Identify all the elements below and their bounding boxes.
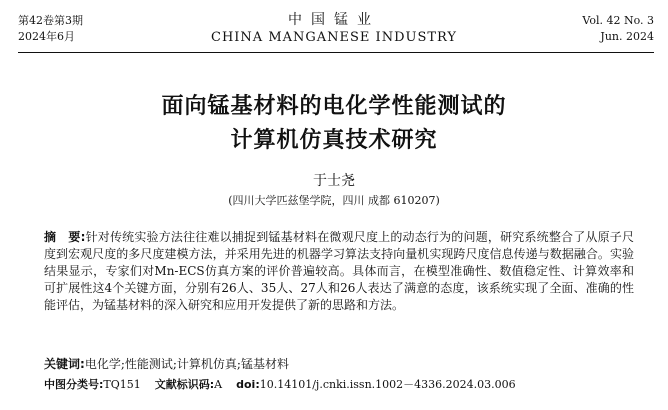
clc-label: 中图分类号: <box>44 378 104 391</box>
volume-issue: 第42卷第3期 <box>18 14 83 27</box>
author-name: 于士尧 <box>313 173 355 189</box>
document-code-label: 文献标识码: <box>154 378 215 391</box>
header-rule <box>18 52 654 53</box>
author-affiliation: (四川大学匹兹堡学院，四川 成都 610207) <box>228 194 440 207</box>
classification-line <box>44 376 516 393</box>
doi-label: doi: <box>236 378 260 391</box>
document-code-value: A <box>214 378 223 391</box>
doi-value: 10.14101/j.cnki.issn.1002－4336.2024.03.006 <box>259 378 516 391</box>
article-title <box>0 90 668 158</box>
abstract <box>44 229 634 314</box>
publication-date-en: Jun. 2024 <box>600 30 654 43</box>
journal-name-cn: 中国锰业 <box>288 12 380 28</box>
publication-date-cn: 2024年6月 <box>18 30 75 43</box>
header-right <box>582 13 654 45</box>
title-line-2: 计算机仿真技术研究 <box>230 128 438 153</box>
keywords <box>44 356 289 373</box>
keywords-label: 关键词: <box>44 357 85 371</box>
abstract-label: 摘 要: <box>44 230 86 244</box>
abstract-text: 针对传统实验方法往往难以捕捉到锰基材料在微观尺度上的动态行为的问题，研究系统整合了从原子尺度到宏观尺度的多尺度建模方法，并采用先进的机器学习算法支持向量机实现跨尺度信息传递与数据融合。实验结果显示，专家们对Mn-ECS仿真方案的评价普遍较高。具体而言，在模型准确性、数值稳定性、计算效率和可扩展性这4个关键方面，分别有26人、35人、27人和26人表达了满意的态度，该系统实现了全面、准确的性能评估，为锰基材料的深入研究和应用开发提供了新的思路和方法。 <box>44 230 634 312</box>
title-line-1: 面向锰基材料的电化学性能测试的 <box>161 94 507 119</box>
keywords-text: 电化学;性能测试;计算机仿真;锰基材料 <box>84 357 289 371</box>
volume-number-en: Vol. 42 No. 3 <box>582 14 654 27</box>
clc-value: TQ151 <box>103 378 141 391</box>
journal-masthead <box>0 11 668 47</box>
journal-name-en: CHINA MANGANESE INDUSTRY <box>211 30 457 45</box>
